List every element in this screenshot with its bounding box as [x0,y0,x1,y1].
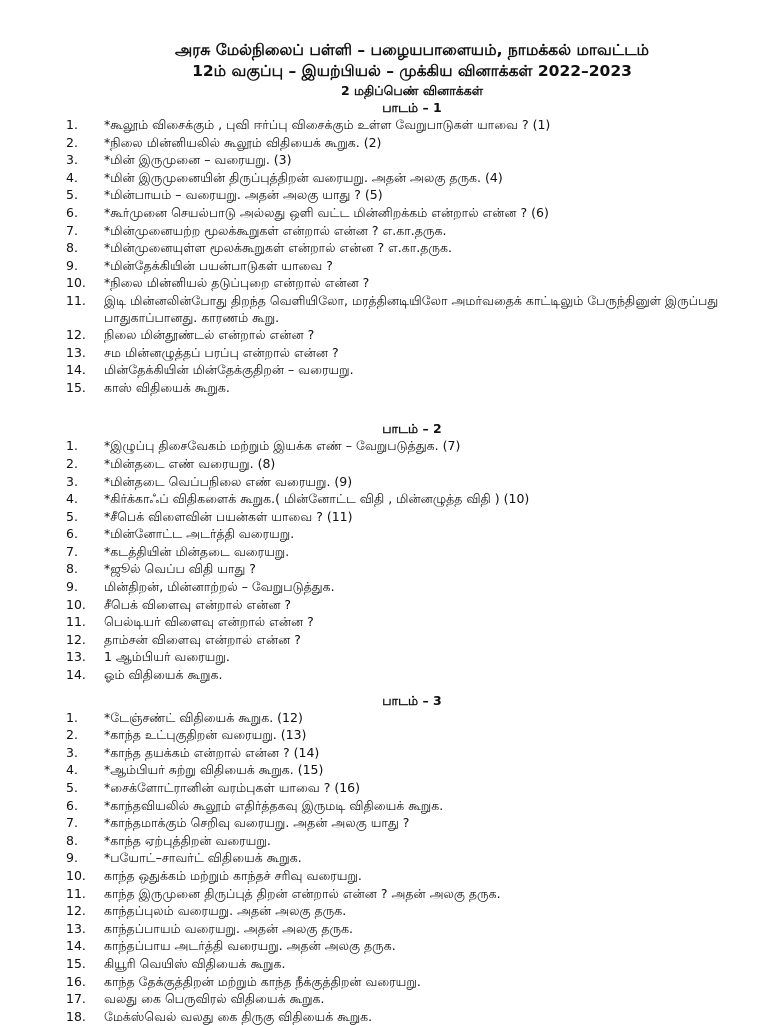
question-item [66,134,728,152]
question-text: காந்தப்பாயம் வரையறு. அதன் அலகு தருக. [104,920,354,936]
question-text: *காந்த உட்புகுதிறன் வரையறு. (13) [104,727,307,743]
question-number: 14. [66,667,86,683]
question-number: 10. [66,275,86,291]
question-number: 10. [66,596,86,612]
lesson-2 [66,420,728,683]
question-item [66,885,728,903]
question-item [66,613,728,631]
question-item [66,920,728,938]
question-item [66,832,728,850]
question-item [66,596,728,614]
question-text: *இழுப்பு திசைவேகம் மற்றும் இயக்க எண் – வேறுபடுத்துக. (7) [104,438,461,454]
question-item [66,990,728,1008]
lesson-3 [66,692,728,1025]
question-number: 6. [66,797,78,813]
question-item [66,560,728,578]
question-number: 5. [66,780,78,795]
question-text: *காந்த தயக்கம் என்றால் என்ன ? (14) [104,744,320,760]
question-number: 8. [66,561,78,577]
question-list [66,116,728,396]
question-text: *ஜூல் வெப்ப விதி யாது ? [104,561,256,577]
question-item [66,1008,728,1025]
question-item [66,973,728,991]
question-number: 10. [66,867,86,883]
question-text: *கூலூம் விசைக்கும் , புவி ஈர்ப்பு விசைக்கும் உள்ள வேறுபாடுகள் யாவை ? (1) [104,117,551,132]
question-text: *கடத்தியின் மின்தடை வரையறு. [104,543,290,559]
question-item [66,379,728,397]
question-item [66,578,728,596]
question-item [66,814,728,832]
question-text: ஓம் விதியைக் கூறுக. [104,667,223,683]
question-number: 18. [66,1008,86,1024]
question-number: 3. [66,744,78,760]
question-item [66,222,728,240]
question-item [66,797,728,815]
question-text: காந்த ஒதுக்கம் மற்றும் காந்தச் சரிவு வரையறு. [104,867,362,883]
question-number: 11. [66,885,86,901]
question-number: 1. [66,438,78,454]
question-text: 1 ஆம்பியர் வரையறு. [104,649,230,665]
lesson-1 [66,99,728,396]
question-text: சீபெக் விளைவு என்றால் என்ன ? [104,596,292,612]
question-text: வலது கை பெருவிரல் விதியைக் கூறுக. [104,991,325,1007]
question-number: 15. [66,379,86,395]
question-text: காந்த இருமுனை திருப்புத் திறன் என்றால் என்ன ? அதன் அலகு தருக. [104,885,501,901]
school-title: அரசு மேல்நிலைப் பள்ளி – பழையபாளையம், நாமக்கல் மாவட்டம் [174,41,650,59]
question-text: *டேஞ்சண்ட் விதியைக் கூறுக. (12) [104,709,303,725]
question-text: மேக்ஸ்வெல் வலது கை திருகு விதியைக் கூறுக. [104,1008,373,1024]
document-header [96,40,728,99]
question-list [66,437,728,683]
question-number: 14. [66,938,86,954]
question-text: *மின்தடை வெப்பநிலை எண் வரையறு. (9) [104,473,353,489]
question-item [66,867,728,885]
question-text: கியூரி வெயிஸ் விதியைக் கூறுக. [104,955,286,971]
question-item [66,473,728,491]
question-number: 11. [66,292,86,308]
question-item [66,744,728,762]
question-text: *பயோட்–சாவர்ட் விதியைக் கூறுக. [104,850,302,866]
question-number: 17. [66,991,86,1007]
question-text: *மின்முனையற்ற மூலக்கூறுகள் என்றால் என்ன ? எ.கா.தருக. [104,222,447,238]
question-text: காந்த தேக்குத்திறன் மற்றும் காந்த நீக்குத்திறன் வரையறு. [104,973,421,989]
question-text: *மின் இருமுனையின் திருப்புத்திறன் வரையறு. அதன் அலகு தருக. (4) [104,169,503,185]
question-number: 11. [66,614,86,630]
question-item [66,666,728,684]
question-text: *கிர்க்காஃப் விதிகளைக் கூறுக.( மின்னோட்ட விதி , மின்னழுத்த விதி ) (10) [104,491,530,507]
question-number: 6. [66,526,78,542]
question-item [66,955,728,973]
question-number: 12. [66,631,86,647]
question-item [66,648,728,666]
question-item [66,326,728,344]
question-number: 7. [66,222,78,238]
question-text: *மின்தேக்கியின் பயன்பாடுகள் யாவை ? [104,257,333,273]
question-number: 4. [66,762,78,778]
question-item [66,779,728,797]
question-item [66,151,728,169]
question-item [66,709,728,727]
question-number: 9. [66,257,78,273]
question-text: *மின் இருமுனை – வரையறு. (3) [104,152,292,168]
question-item [66,455,728,473]
question-number: 8. [66,240,78,256]
question-text: காஸ் விதியைக் கூறுக. [104,379,230,395]
question-text: *காந்த ஏற்புத்திறன் வரையறு. [104,832,271,848]
question-text: காந்தப்புலம் வரையறு. அதன் அலகு தருக. [104,903,347,919]
question-item [66,344,728,362]
question-item [66,361,728,379]
question-number: 7. [66,543,78,559]
question-number: 13. [66,649,86,665]
question-item [66,204,728,222]
question-number: 2. [66,727,78,743]
question-item [66,508,728,526]
question-item [66,292,728,326]
question-number: 16. [66,973,86,989]
question-number: 5. [66,187,78,203]
question-item [66,169,728,187]
question-number: 2. [66,134,78,150]
question-text: *சீபெக் விளைவின் பயன்கள் யாவை ? (11) [104,508,353,524]
question-item [66,761,728,779]
question-text: இடி மின்னலின்போது திறந்த வெளியிலோ, மரத்தினடியிலோ அமர்வதைக் காட்டிலும் பேருந்தினுள் இருப்பது பாதுகாப்பானது. காரணம் கூறு. [104,292,719,325]
question-number: 2. [66,455,78,471]
question-number: 4. [66,169,78,185]
question-number: 3. [66,152,78,168]
question-text: *சைக்ளோட்ரானின் வரம்புகள் யாவை ? (16) [104,780,360,795]
question-item [66,902,728,920]
lesson-title: பாடம் – 3 [382,692,442,708]
marks-heading: 2 மதிப்பெண் வினாக்கள் [340,83,484,98]
question-number: 13. [66,344,86,360]
question-item [66,849,728,867]
question-number: 12. [66,903,86,919]
question-item [66,274,728,292]
question-number: 4. [66,491,78,507]
question-number: 12. [66,326,86,342]
question-text: *கூர்முனை செயல்பாடு அல்லது ஒளி வட்ட மின்னிறக்கம் என்றால் என்ன ? (6) [104,204,549,220]
question-number: 8. [66,832,78,848]
question-item [66,726,728,744]
question-text: *நிலை மின்னியல் தடுப்புறை என்றால் என்ன ? [104,275,370,291]
question-number: 1. [66,709,78,725]
question-item [66,525,728,543]
question-item [66,631,728,649]
lesson-title: பாடம் – 2 [382,421,442,437]
question-text: *காந்தமாக்கும் செறிவு வரையறு. அதன் அலகு யாது ? [104,815,410,831]
question-item [66,937,728,955]
question-number: 13. [66,920,86,936]
question-text: *மின்பாயம் – வரையறு. அதன் அலகு யாது ? (5) [104,187,383,203]
lesson-title: பாடம் – 1 [382,100,442,115]
question-text: *ஆம்பியர் சுற்று விதியைக் கூறுக. (15) [104,762,324,778]
question-number: 1. [66,117,78,132]
question-text: *மின்முனையுள்ள மூலக்கூறுகள் என்றால் என்ன ? எ.கா.தருக. [104,240,452,256]
question-text: மின்திறன், மின்னாற்றல் – வேறுபடுத்துக. [104,579,335,595]
question-text: பெல்டியர் விளைவு என்றால் என்ன ? [104,614,314,630]
question-text: *நிலை மின்னியலில் கூலூம் விதியைக் கூறுக. (2) [104,134,382,150]
question-number: 7. [66,815,78,831]
question-number: 6. [66,204,78,220]
question-item [66,239,728,257]
question-text: காந்தப்பாய அடர்த்தி வரையறு. அதன் அலகு தருக. [104,938,396,954]
question-list [66,709,728,1025]
question-text: மின்தேக்கியின் மின்தேக்குதிறன் – வரையறு. [104,362,354,378]
subject-title: 12ம் வகுப்பு – இயற்பியல் – முக்கிய வினாக்கள் 2022–2023 [192,62,632,80]
question-number: 14. [66,362,86,378]
question-number: 9. [66,579,78,595]
question-item [66,186,728,204]
question-number: 9. [66,850,78,866]
question-number: 5. [66,508,78,524]
question-text: *மின்தடை எண் வரையறு. (8) [104,455,276,471]
question-text: சம மின்னழுத்தப் பரப்பு என்றால் என்ன ? [104,344,339,360]
question-item [66,490,728,508]
question-text: நிலை மின்தூண்டல் என்றால் என்ன ? [104,326,315,342]
question-text: *மின்னோட்ட அடர்த்தி வரையறு. [104,526,295,542]
question-text: *காந்தவியலில் கூலூம் எதிர்த்தகவு இருமடி விதியைக் கூறுக. [104,797,444,813]
question-item [66,116,728,134]
question-item [66,257,728,275]
question-text: தாம்சன் விளைவு என்றால் என்ன ? [104,631,301,647]
question-number: 15. [66,955,86,971]
question-number: 3. [66,473,78,489]
question-item [66,543,728,561]
question-item [66,437,728,455]
